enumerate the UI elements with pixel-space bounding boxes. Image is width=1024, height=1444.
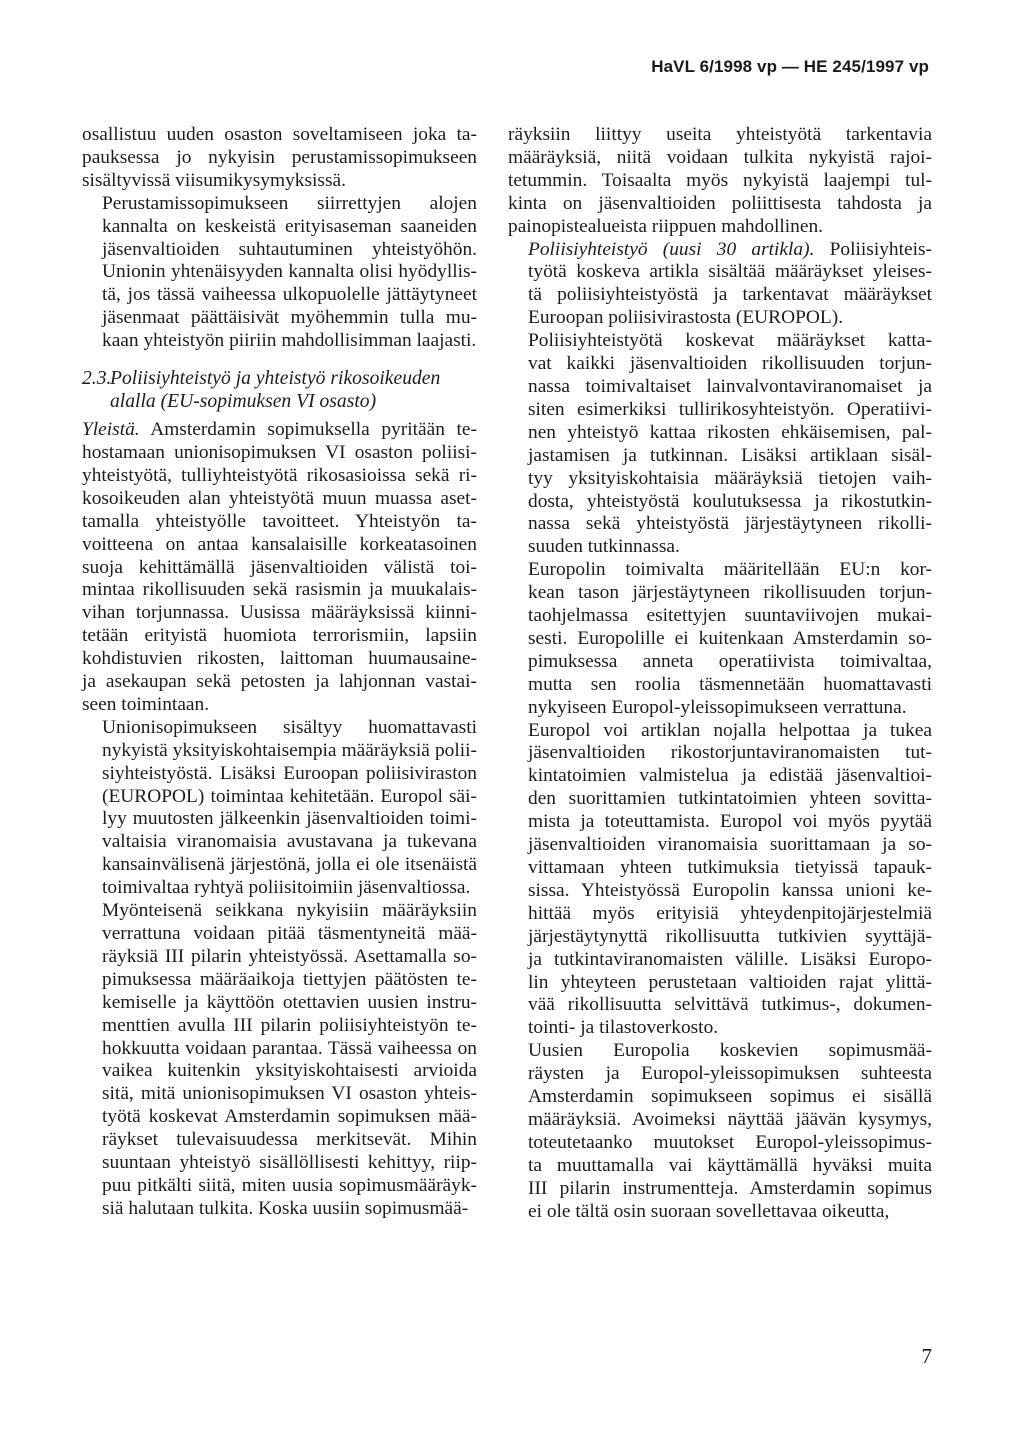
text-line: määräyksiä, niitä voidaan tulkita nykyistä rajoi- xyxy=(508,146,932,168)
text-line: räysten ja Europol-yleissopimuksen suhteesta xyxy=(528,1063,932,1085)
text-line: III pilarin instrumentteja. Amsterdamin sopimus xyxy=(528,1177,932,1199)
text-line: den suorittamien tutkintatoimien yhteen sovitta- xyxy=(528,788,932,810)
paragraph xyxy=(82,900,477,1221)
text-line: tä, jos tässä vaiheessa ulkopuolelle jättäytyneet xyxy=(102,284,477,306)
text-line: Europolin toimivalta määritellään EU:n kor- xyxy=(528,559,932,581)
text-line: dosta, yhteistyöstä koulutuksessa ja rikostutkin- xyxy=(528,490,932,512)
text-line: Unionisopimukseen sisältyy huomattavasti xyxy=(102,716,477,738)
paragraph xyxy=(508,330,932,559)
paragraph xyxy=(508,124,932,239)
text-line: sesti. Europolille ei kuitenkaan Amsterdamin so- xyxy=(528,627,932,649)
paragraph xyxy=(82,419,477,717)
text-line: kemiselle ja käyttöön otettavien uusien instru- xyxy=(102,991,477,1013)
text-line: kansainvälisenä järjestönä, jolla ei ole itsenäistä xyxy=(102,854,477,876)
text-line: siyhteistyöstä. Lisäksi Euroopan poliisiviraston xyxy=(102,762,477,784)
text-line: valtaisia viranomaisia avustavana ja tukevana xyxy=(102,831,477,853)
text-line: ja tutkintaviranomaisten välille. Lisäksi Europo- xyxy=(528,948,932,970)
text-line: lin yhteyteen perustetaan valtioiden rajat ylittä- xyxy=(528,971,932,993)
text-line: sisältyvissä viisumikysymyksissä. xyxy=(82,169,346,191)
text-line-rest: Amsterdamin sopimuksella pyritään te- xyxy=(139,419,477,441)
text-line: vittamaan yhteen tutkimuksia tietyissä tapauk- xyxy=(528,857,932,878)
text-line: siä halutaan tulkita. Koska uusiin sopimusmää- xyxy=(102,1197,469,1219)
text-line: räykset tulevaisuudessa merkitsevät. Mihin xyxy=(102,1129,477,1151)
text-line: vää rikollisuutta selvittävä tutkimus-, dokumen- xyxy=(528,994,932,1016)
italic-lead: Poliisiyhteistyö (uusi 30 artikla). xyxy=(528,238,815,260)
text-line: toimivaltaa ryhtyä poliisitoimiin jäsenvaltiossa. xyxy=(102,877,471,899)
text-line: nen yhteistyö kattaa rikosten ehkäisemisen, pal- xyxy=(528,421,932,443)
text-line: siten esimerkiksi tullirikosyhteistyön. Operatiivi- xyxy=(528,398,932,420)
text-line: nassa toimivaltaiset lainvalvontaviranomaiset ja xyxy=(528,375,932,397)
section-heading xyxy=(82,367,477,413)
text-line: kosoikeuden alan yhteistyötä muun muassa aset- xyxy=(82,487,477,509)
text-line: vaikea kuitenkin yksityiskohtaisesti arvioida xyxy=(102,1060,477,1082)
text-line: kinta on jäsenvaltioiden poliittisesta tahdosta ja xyxy=(508,192,932,214)
text-line: jastamisen ja tutkinnan. Lisäksi artiklaan sisäl- xyxy=(528,444,932,466)
text-line: kannalta on keskeistä erityisaseman saaneiden xyxy=(102,215,477,237)
paragraph xyxy=(82,124,477,193)
paragraph xyxy=(508,1040,932,1223)
text-line: sissa. Yhteistyössä Europolin kanssa unioni ke- xyxy=(528,879,932,901)
text-line: verrattuna voidaan pitää täsmentyneitä mää- xyxy=(102,923,477,944)
text-line: lyy muutosten jälkeenkin jäsenvaltioiden toimi- xyxy=(102,808,477,830)
text-line: Poliisiyhteistyötä koskevat määräykset katta- xyxy=(528,330,932,352)
text-line: Europol voi artiklan nojalla helpottaa ja tukea xyxy=(528,719,932,741)
text-line xyxy=(508,239,932,262)
paragraph xyxy=(508,559,932,719)
text-line: tamalla yhteistyölle tavoitteet. Yhteistyön ta- xyxy=(82,510,477,532)
text-line: tetummin. Toisaalta myös nykyistä laajempi tul- xyxy=(508,169,932,191)
text-line: tointi- ja tilastoverkosto. xyxy=(528,1017,719,1039)
section-number: 2.3. xyxy=(82,368,112,390)
text-line: hokkuutta voidaan parantaa. Tässä vaiheessa on xyxy=(102,1037,477,1059)
text-line: räyksiin liittyy useita yhteistyötä tarkentavia xyxy=(508,124,932,145)
text-line: toteutetaanko muutokset Europol-yleissopimus- xyxy=(528,1131,932,1153)
text-line: kaan yhteistyön piiriin mahdollisimman laajasti. xyxy=(102,330,477,352)
running-header: HaVL 6/1998 vp — HE 245/1997 vp xyxy=(651,57,929,76)
text-line: työtä koskevat Amsterdamin sopimuksen mää- xyxy=(102,1106,477,1128)
text-line: suuden tutkinnassa. xyxy=(528,536,680,558)
text-line: kintatoimien valmistelua ja edistää jäsenvaltioi- xyxy=(528,765,932,787)
text-line: räyksiä III pilarin yhteistyössä. Asettamalla so- xyxy=(102,945,477,967)
text-line: Myönteisenä seikkana nykyisiin määräyksiin xyxy=(102,900,477,922)
paragraph xyxy=(82,193,477,353)
text-line: Uusien Europolia koskevien sopimusmää- xyxy=(528,1040,932,1062)
text-line: tetään erityistä huomiota terrorismiin, lapsiin xyxy=(82,625,477,647)
text-line: seen toimintaan. xyxy=(82,693,210,715)
text-line: tä poliisiyhteistyöstä ja tarkentavat määräykset xyxy=(528,284,932,306)
text-line: Euroopan poliisivirastosta (EUROPOL). xyxy=(528,307,844,329)
text-line: tyy yksityiskohtaisia määräyksiä tietojen vaih- xyxy=(528,467,932,489)
text-line: sitä, mitä unionisopimuksen VI osaston yhteis- xyxy=(102,1083,477,1105)
text-line: voitteena on antaa kansalaisille korkeatasoinen xyxy=(82,533,477,555)
text-line: menttien avulla III pilarin poliisiyhteistyön te- xyxy=(102,1014,477,1036)
text-line xyxy=(82,419,477,442)
text-line: Unionin yhtenäisyyden kannalta olisi hyödyllis- xyxy=(102,261,477,283)
text-line: määräyksiä. Avoimeksi näyttää jäävän kysymys, xyxy=(528,1108,932,1130)
text-line: suoja kehittämällä jäsenvaltioiden välistä toi- xyxy=(82,556,477,578)
section-title-line-1: Poliisiyhteistyö ja yhteistyö rikosoikeuden xyxy=(110,368,441,390)
page-number: 7 xyxy=(921,1344,932,1368)
text-line: Perustamissopimukseen siirrettyjen alojen xyxy=(102,192,477,214)
text-line: Amsterdamin sopimukseen sopimus ei sisällä xyxy=(528,1086,932,1108)
paragraph xyxy=(82,717,477,900)
text-line: osallistuu uuden osaston soveltamiseen joka ta- xyxy=(82,124,477,145)
text-line: kohdistuvien rikosten, laittoman huumausaine- xyxy=(82,648,477,670)
text-line: yhteistyötä, tulliyhteistyötä rikosasioissa sekä ri- xyxy=(82,464,477,486)
text-line: jäsenvaltioiden viranomaisia suorittamaan ja so- xyxy=(528,834,932,856)
text-line: ta muuttamalla vai käyttämällä hyväksi muita xyxy=(528,1154,932,1176)
text-line: jäsenvaltioiden rikostorjuntaviranomaisten tut- xyxy=(528,742,932,764)
text-line: nykyistä yksityiskohtaisempia määräyksiä polii- xyxy=(102,739,477,761)
text-line: nykyiseen Europol-yleissopimukseen verrattuna. xyxy=(528,696,907,718)
text-line: vat kaikki jäsenvaltioiden rikollisuuden torjun- xyxy=(528,353,932,375)
text-line: puu pitkälti siitä, miten uusia sopimusmääräyk- xyxy=(102,1174,477,1196)
text-line: hittää myös erityisiä yhteydenpitojärjestelmiä xyxy=(528,902,932,924)
text-line: taohjelmassa esitettyjen suuntaviivojen mukai- xyxy=(528,605,932,627)
text-line: (EUROPOL) toimintaa kehitetään. Europol säi- xyxy=(102,785,477,807)
text-line: mintaa rikollisuuden sekä rasismin ja muukalais- xyxy=(82,579,477,601)
paragraph xyxy=(508,239,932,331)
text-line: painopistealueista riippuen mahdollinen. xyxy=(508,215,824,237)
text-line: jäsenvaltioiden suhtautuminen yhteistyöhön. xyxy=(102,238,477,260)
text-line: ei ole tältä osin suoraan sovellettavaa oikeutta, xyxy=(528,1200,890,1222)
text-line: vihan torjunnassa. Uusissa määräyksissä kiinni- xyxy=(82,602,477,624)
text-line: ja asekaupan sekä petosten ja lahjonnan vastai- xyxy=(82,671,477,693)
text-line: pimuksessa määräaikoja tiettyjen päätösten te- xyxy=(102,968,477,990)
left-column xyxy=(82,124,477,1221)
right-column xyxy=(508,124,932,1224)
text-line: nassa sekä yhteistyöstä järjestäytyneen rikolli- xyxy=(528,513,932,535)
text-line: pauksessa jo nykyisin perustamissopimukseen xyxy=(82,146,477,168)
section-title-line-2: alalla (EU-sopimuksen VI osasto) xyxy=(110,391,377,413)
text-line: järjestäytynyttä rikollisuutta tutkivien syyttäjä- xyxy=(528,925,932,947)
text-line: pimuksessa anneta operatiivista toimivaltaa, xyxy=(528,650,932,672)
text-line: suuntaan yhteistyö sisällöllisesti kehittyy, riip- xyxy=(102,1152,477,1174)
text-line: jäsenmaat päättäisivät myöhemmin tulla mu- xyxy=(102,307,477,329)
text-line: hostamaan unionisopimuksen VI osaston poliisi- xyxy=(82,441,477,463)
text-line: mutta sen roolia täsmennetään huomattavasti xyxy=(528,673,932,695)
text-line-rest: Poliisiyhteis- xyxy=(814,238,932,260)
text-line: työtä koskeva artikla sisältää määräykset yleises- xyxy=(528,261,932,283)
paragraph xyxy=(508,720,932,1041)
italic-lead: Yleistä. xyxy=(82,419,140,441)
text-line: mista ja toteuttamista. Europol voi myös pyytää xyxy=(528,811,932,833)
text-line: kean tason järjestäytyneen rikollisuuden torjun- xyxy=(528,582,932,604)
